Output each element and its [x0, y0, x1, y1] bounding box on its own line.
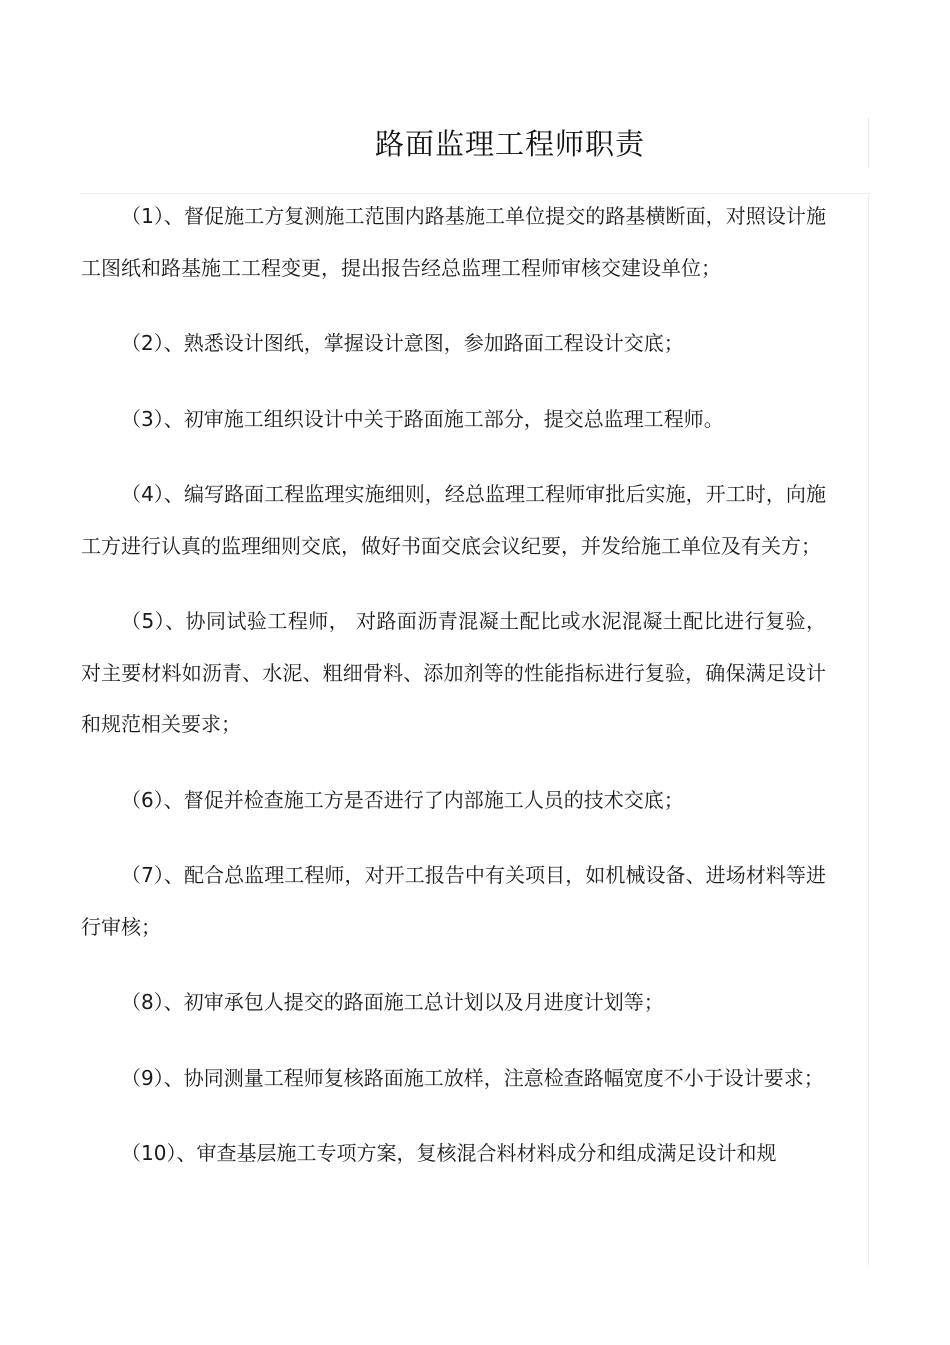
margin-line-right — [868, 195, 869, 1265]
paragraph-1: （1）、督促施工方复测施工范围内路基施工单位提交的路基横断面，对照设计施工图纸和路基施工工程变更，提出报告经总监理工程师审核交建设单位； — [81, 204, 826, 280]
margin-line-top — [868, 118, 869, 168]
paragraph-9: （9）、协同测量工程师复核路面施工放样，注意检查路幅宽度不小于设计要求； — [121, 1065, 824, 1090]
paragraph-2: （2）、熟悉设计图纸，掌握设计意图，参加路面工程设计交底； — [121, 331, 684, 355]
paragraph-4: （4）、编写路面工程监理实施细则，经总监理工程师审批后实施，开工时，向施工方进行认真的监理细则交底，做好书面交底会议纪要，并发给施工单位及有关方； — [81, 482, 826, 558]
paragraph-7: （7）、配合总监理工程师，对开工报告中有关项目，如机械设备、进场材料等进行审核； — [81, 863, 826, 939]
paragraph-3: （3）、初审施工组织设计中关于路面施工部分，提交总监理工程师。 — [121, 406, 724, 431]
document-body — [81, 191, 826, 1204]
paragraph-6: （6）、督促并检查施工方是否进行了内部施工人员的技术交底； — [121, 787, 684, 812]
paragraph-10: （10）、审查基层施工专项方案，复核混合料材料成分和组成满足设计和规 — [121, 1141, 777, 1165]
paragraph-8: （8）、初审承包人提交的路面施工总计划以及月进度计划等； — [121, 990, 664, 1014]
page-title: 路面监理工程师职责 — [374, 127, 645, 161]
paragraph-5: （5）、协同试验工程师， 对路面沥青混凝土配比或水泥混凝土配比进行复验，对主要材料如沥青、水泥、粗细骨料、添加剂等的性能指标进行复验，确保满足设计和规范相关要求； — [81, 609, 826, 736]
